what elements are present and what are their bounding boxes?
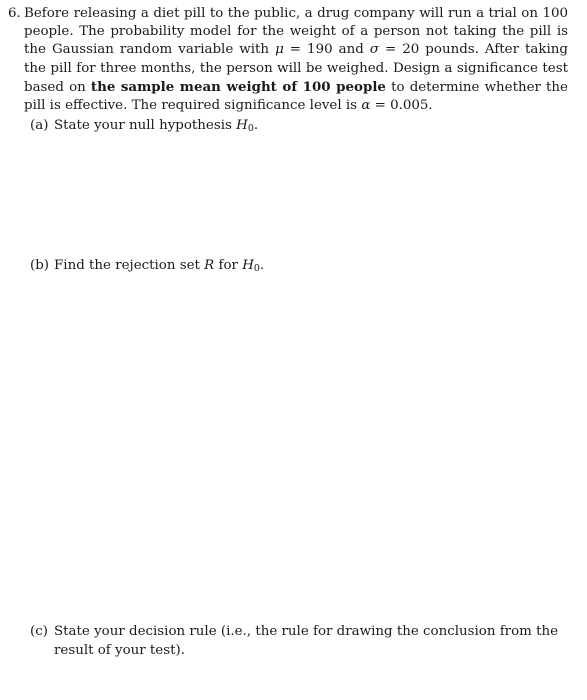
part-b-end: . xyxy=(259,258,265,273)
part-c-text: State your decision rule (i.e., the rule for drawing the conclusion from the result of your test). xyxy=(54,624,559,658)
sigma-value: = 20 pounds. After taking the pill for three months, the person will be weighed. Design a significance test based on xyxy=(24,42,568,95)
part-c-label: (c) xyxy=(30,624,48,639)
part-a-label: (a) xyxy=(30,118,49,133)
part-b-text xyxy=(54,257,568,279)
problem-statement xyxy=(24,5,568,115)
part-b xyxy=(30,257,568,279)
alpha-symbol: α xyxy=(361,98,371,114)
problem-number: 6. xyxy=(8,6,21,21)
r-symbol: R xyxy=(204,258,215,273)
h-symbol: H xyxy=(242,258,254,273)
part-b-mid: for xyxy=(214,258,243,273)
part-a xyxy=(30,117,568,139)
part-c xyxy=(30,623,568,660)
mu-symbol: μ xyxy=(275,42,284,58)
problem-6 xyxy=(8,5,568,115)
mu-value: = 190 and xyxy=(283,42,370,58)
part-a-prompt: State your null hypothesis xyxy=(54,118,237,133)
part-b-prompt: Find the rejection set xyxy=(54,258,205,273)
statement-text-1: Before releasing a diet pill to the public, a drug company will run a trial on 100 people. The probability model for the weight of a person not taking the pill is the Gaussian random variable with xyxy=(24,6,568,58)
bold-phrase: the sample mean weight of 100 people xyxy=(90,78,386,95)
part-a-text xyxy=(54,117,568,139)
h-symbol: H xyxy=(236,118,248,133)
part-a-end: . xyxy=(253,118,259,133)
alpha-value: = 0.005. xyxy=(370,98,433,114)
h-subscript: 0 xyxy=(253,263,260,274)
sigma-symbol: σ xyxy=(369,42,379,58)
h-subscript: 0 xyxy=(247,123,254,134)
statement-text-2: to determine whether the pill is effective. The required significance level is xyxy=(24,79,568,114)
part-b-label: (b) xyxy=(30,258,50,273)
